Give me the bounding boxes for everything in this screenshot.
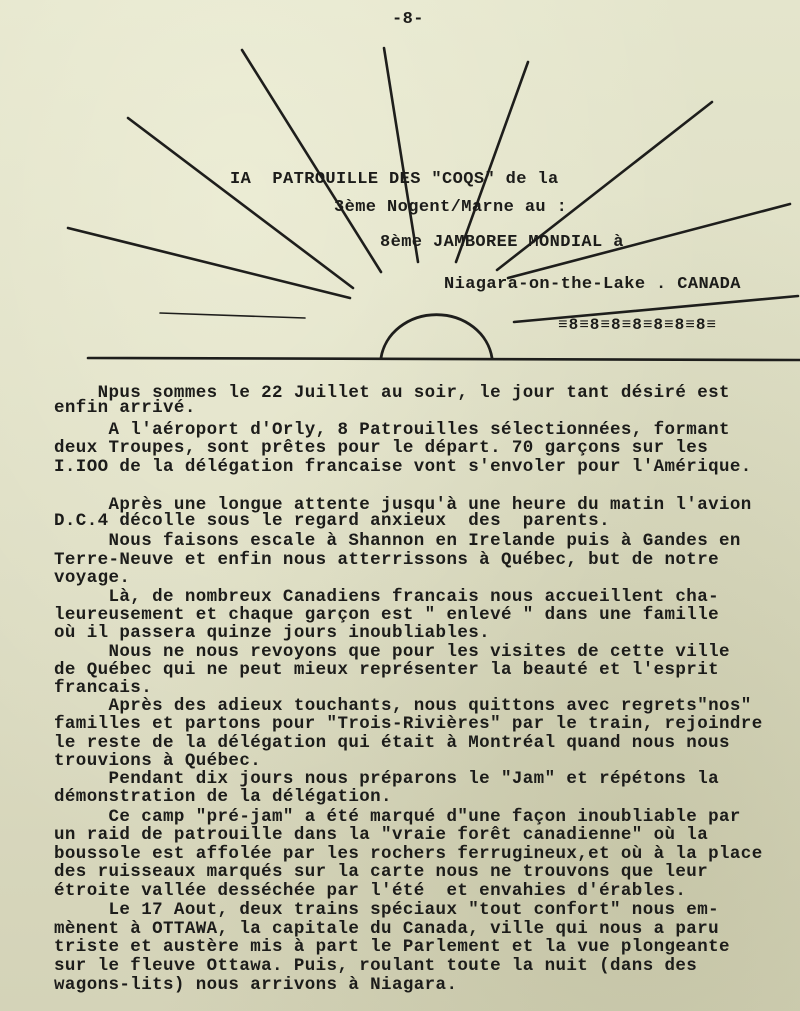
sun-ray xyxy=(128,118,353,288)
body-line: des ruisseaux marqués sur la carte nous ne trouvons que leur xyxy=(54,862,709,882)
body-line: I.IOO de la délégation francaise vont s'envoler pour l'Amérique. xyxy=(54,457,752,477)
body-line: Nous ne nous revoyons que pour les visites de cette ville xyxy=(54,642,730,662)
body-line: voyage. xyxy=(54,568,131,588)
heading-line-3: 8ème JAMBOREE MONDIAL à xyxy=(380,233,624,252)
sun-ray xyxy=(242,50,381,272)
body-line: étroite vallée desséchée par l'été et envahies d'érables. xyxy=(54,881,687,901)
body-line: boussole est affolée par les rochers ferrugineux,et où à la place xyxy=(54,844,763,864)
body-line: démonstration de la délégation. xyxy=(54,787,392,807)
body-line: de Québec qui ne peut mieux représenter la beauté et l'esprit xyxy=(54,660,720,680)
body-line: Nous faisons escale à Shannon en Irelande puis à Gandes en xyxy=(54,531,741,551)
body-line: un raid de patrouille dans la "vraie forêt canadienne" où la xyxy=(54,825,709,845)
body-line: trouvions à Québec. xyxy=(54,751,262,771)
body-line: deux Troupes, sont prêtes pour le départ. 70 garçons sur les xyxy=(54,438,709,458)
body-line: Le 17 Aout, deux trains spéciaux "tout confort" nous em- xyxy=(54,900,720,920)
body-line: Npus sommes le 22 Juillet au soir, le jour tant désiré est xyxy=(54,383,730,403)
heading-line-1: IA PATROUILLE DES "COQS" de la xyxy=(230,170,559,189)
body-line: le reste de la délégation qui était à Montréal quand nous nous xyxy=(54,733,730,753)
ornament-row: ≡8≡8≡8≡8≡8≡8≡8≡ xyxy=(558,316,718,334)
sun-disc xyxy=(381,315,492,358)
body-line: A l'aéroport d'Orly, 8 Patrouilles sélectionnées, formant xyxy=(54,420,730,440)
body-line: wagons-lits) nous arrivons à Niagara. xyxy=(54,975,458,995)
heading-line-2: 3ème Nogent/Marne au : xyxy=(334,198,568,217)
body-line: Pendant dix jours nous préparons le "Jam" et répétons la xyxy=(54,769,720,789)
body-line: Après une longue attente jusqu'à une heure du matin l'avion xyxy=(54,495,752,515)
sun-ray xyxy=(160,313,305,318)
body-line: Là, de nombreux Canadiens francais nous accueillent cha- xyxy=(54,587,720,607)
sun-ray xyxy=(456,62,528,262)
body-line: sur le fleuve Ottawa. Puis, roulant toute la nuit (dans des xyxy=(54,956,698,976)
body-line: où il passera quinze jours inoubliables. xyxy=(54,623,491,643)
horizon-line xyxy=(88,358,800,360)
page-number: -8- xyxy=(392,10,424,29)
sun-ray xyxy=(384,48,418,262)
heading-line-4: Niagara-on-the-Lake . CANADA xyxy=(444,275,741,294)
body-line: mènent à OTTAWA, la capitale du Canada, ville qui nous a paru xyxy=(54,919,720,939)
body-line: Ce camp "pré-jam" a été marqué d"une façon inoubliable par xyxy=(54,807,741,827)
sun-ray xyxy=(68,228,350,298)
body-line: familles et partons pour "Trois-Rivières" par le train, rejoindre xyxy=(54,714,763,734)
body-line: Après des adieux touchants, nous quittons avec regrets"nos" xyxy=(54,696,752,716)
body-line: triste et austère mis à part le Parlement et la vue plongeante xyxy=(54,937,730,957)
body-line: francais. xyxy=(54,678,153,698)
body-line: D.C.4 décolle sous le regard anxieux des parents. xyxy=(54,511,610,531)
body-line: enfin arrivé. xyxy=(54,398,196,418)
body-line: leureusement et chaque garçon est " enlevé " dans une famille xyxy=(54,605,720,625)
body-line: Terre-Neuve et enfin nous atterrissons à Québec, but de notre xyxy=(54,550,720,570)
